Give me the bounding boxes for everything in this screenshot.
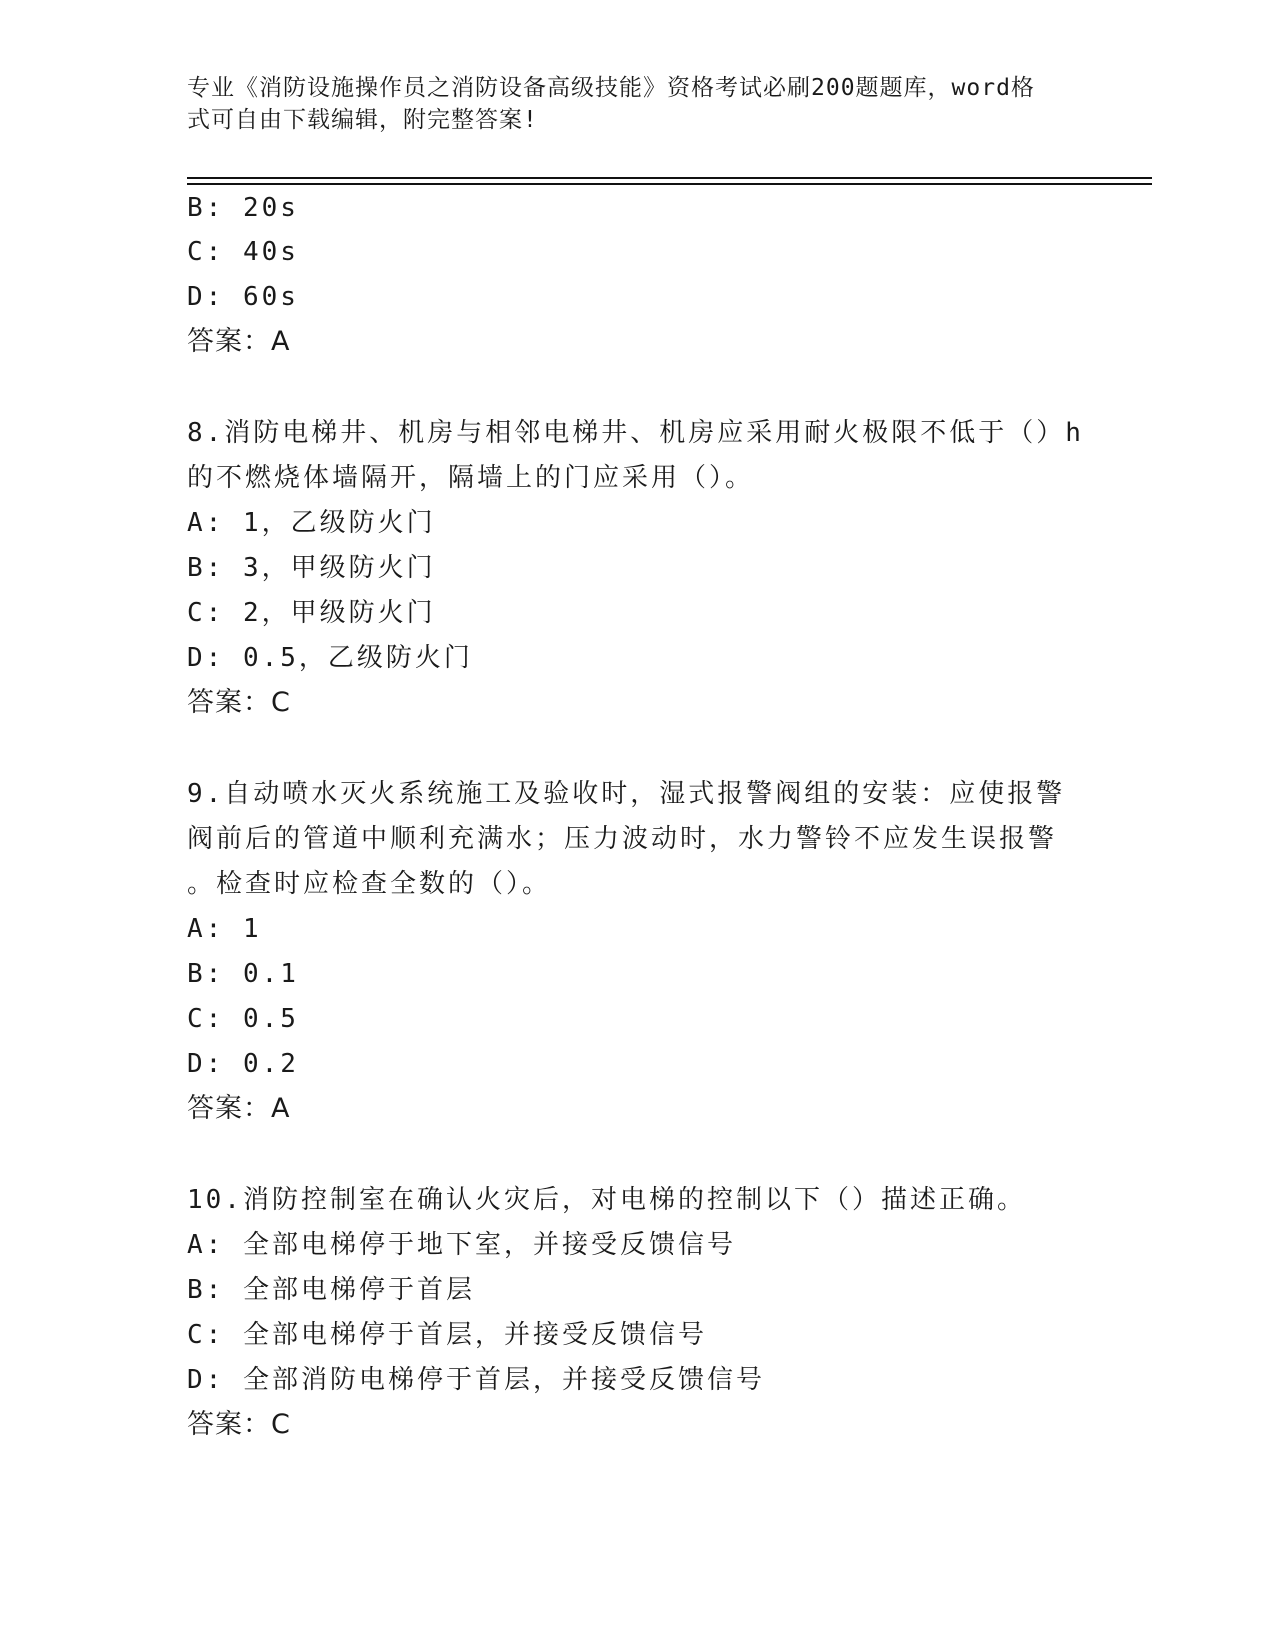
- q10-option-c: C: 全部电梯停于首层，并接受反馈信号: [187, 1320, 707, 1350]
- header-line-1: 专业《消防设施操作员之消防设备高级技能》资格考试必刷200题题库，word格: [187, 75, 1035, 101]
- q10-option-a: A: 全部电梯停于地下室，并接受反馈信号: [187, 1230, 736, 1260]
- q9-stem-line-1: 9.自动喷水灭火系统施工及验收时，湿式报警阀组的安装：应使报警: [187, 779, 1066, 809]
- q8-option-c: C: 2，甲级防火门: [187, 598, 436, 628]
- q7-answer: 答案：A: [187, 326, 291, 357]
- q9-answer: 答案：A: [187, 1093, 291, 1124]
- header-divider-bottom: [187, 183, 1152, 185]
- q10-stem-line-1: 10.消防控制室在确认火灾后，对电梯的控制以下（）描述正确。: [187, 1185, 1026, 1215]
- q9-option-a: A: 1: [187, 914, 262, 944]
- q7-option-d: D: 60s: [187, 282, 299, 312]
- q8-option-a: A: 1，乙级防火门: [187, 508, 436, 538]
- q9-stem-line-2: 阀前后的管道中顺利充满水；压力波动时，水力警铃不应发生误报警: [187, 824, 1058, 854]
- q9-option-d: D: 0.2: [187, 1049, 299, 1079]
- q8-stem-line-1: 8.消防电梯井、机房与相邻电梯井、机房应采用耐火极限不低于（）h: [187, 418, 1084, 448]
- header-line-2: 式可自由下载编辑，附完整答案!: [187, 107, 538, 133]
- q10-answer: 答案：C: [187, 1409, 291, 1440]
- q8-option-d: D: 0.5，乙级防火门: [187, 643, 473, 673]
- q9-option-c: C: 0.5: [187, 1004, 299, 1034]
- q10-option-b: B: 全部电梯停于首层: [187, 1275, 475, 1305]
- header-divider-top: [187, 177, 1152, 179]
- q7-option-c: C: 40s: [187, 237, 299, 267]
- q8-stem-line-2: 的不燃烧体墙隔开，隔墙上的门应采用（）。: [187, 463, 755, 493]
- q8-option-b: B: 3，甲级防火门: [187, 553, 436, 583]
- q8-answer: 答案：C: [187, 687, 291, 718]
- q9-option-b: B: 0.1: [187, 959, 299, 989]
- document-header: [187, 72, 1087, 136]
- q7-option-b: B: 20s: [187, 193, 299, 223]
- q9-stem-line-3: 。检查时应检查全数的（）。: [187, 869, 552, 899]
- q10-option-d: D: 全部消防电梯停于首层，并接受反馈信号: [187, 1365, 765, 1395]
